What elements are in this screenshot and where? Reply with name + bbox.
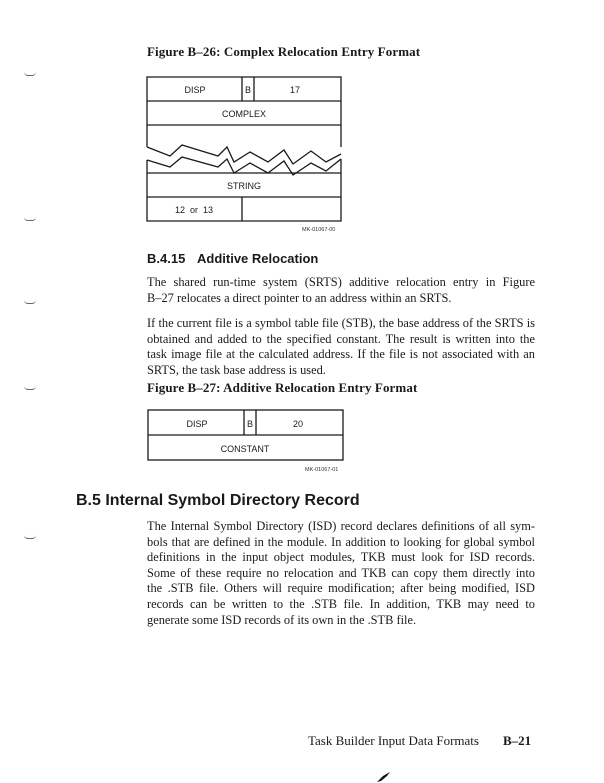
paragraph [147, 316, 535, 378]
margin-mark [24, 217, 36, 221]
complex-field: COMPLEX [221, 109, 267, 119]
figure-27-title: Figure B–27: Additive Relocation Entry Format [147, 380, 418, 395]
figure-27-label: MK-01067-01 [305, 467, 339, 473]
figure-27-diagram [140, 405, 360, 470]
section-number: B.4.15 [147, 251, 186, 266]
b-field: B [246, 419, 254, 429]
paragraph [147, 519, 535, 628]
text-line: B–27 relocates a direct pointer to an address within an SRTS. [147, 290, 452, 305]
section-heading-b5: B.5 Internal Symbol Directory Record [76, 492, 360, 509]
page-number: B–21 [502, 733, 532, 748]
text-line: obtained and added to the specified constant. The result is written into the [147, 331, 535, 346]
margin-mark [24, 386, 36, 390]
margin-mark [24, 300, 36, 304]
figure-26-diagram [140, 70, 360, 230]
break-line-lower [147, 157, 341, 175]
text-line: The shared run-time system (SRTS) additive relocation entry in Figure [147, 275, 535, 289]
constant-field: CONSTANT [220, 444, 270, 454]
text-line: The Internal Symbol Directory (ISD) record declares definitions of all sym- [147, 519, 535, 533]
code-field: 17 [289, 85, 301, 95]
text-line: definitions in the input object modules, TKB must look for ISD records. [147, 550, 535, 565]
paragraph [147, 275, 535, 306]
b-field: B [244, 85, 252, 95]
section-heading [147, 251, 318, 266]
footer-chapter: Task Builder Input Data Formats [308, 733, 479, 748]
ink-mark [375, 770, 395, 783]
margin-mark [24, 535, 36, 539]
text-line: SRTS, the task base address is used. [147, 362, 326, 377]
string-field: STRING [226, 181, 262, 191]
disp-field: DISP [186, 419, 208, 429]
text-line: bols that are defined in the module. In addition to looking for global symbol [147, 534, 535, 549]
figure-26-label: MK-01067-00 [302, 227, 336, 233]
page-footer [308, 733, 531, 749]
figure-26-title: Figure B–26: Complex Relocation Entry Format [147, 44, 421, 59]
length-field: 12 or 13 [174, 205, 214, 215]
text-line: If the current file is a symbol table file (STB), the base address of the SRTS is [147, 316, 535, 330]
text-line: the .STB file. Others will require modification; after being modified, ISD [147, 581, 535, 596]
section-title: Additive Relocation [197, 251, 319, 266]
disp-field: DISP [184, 85, 206, 95]
code-field: 20 [292, 419, 304, 429]
text-line: generate some ISD records of its own in the .STB file. [147, 612, 417, 627]
margin-mark [24, 72, 36, 76]
text-line: Some of these require no relocation and TKB can copy them directly into [147, 565, 535, 580]
text-line: records can be written to the .STB file. In addition, TKB may need to [147, 596, 535, 611]
text-line: task image file at the calculated address. If the file is not associated with an [147, 347, 535, 362]
